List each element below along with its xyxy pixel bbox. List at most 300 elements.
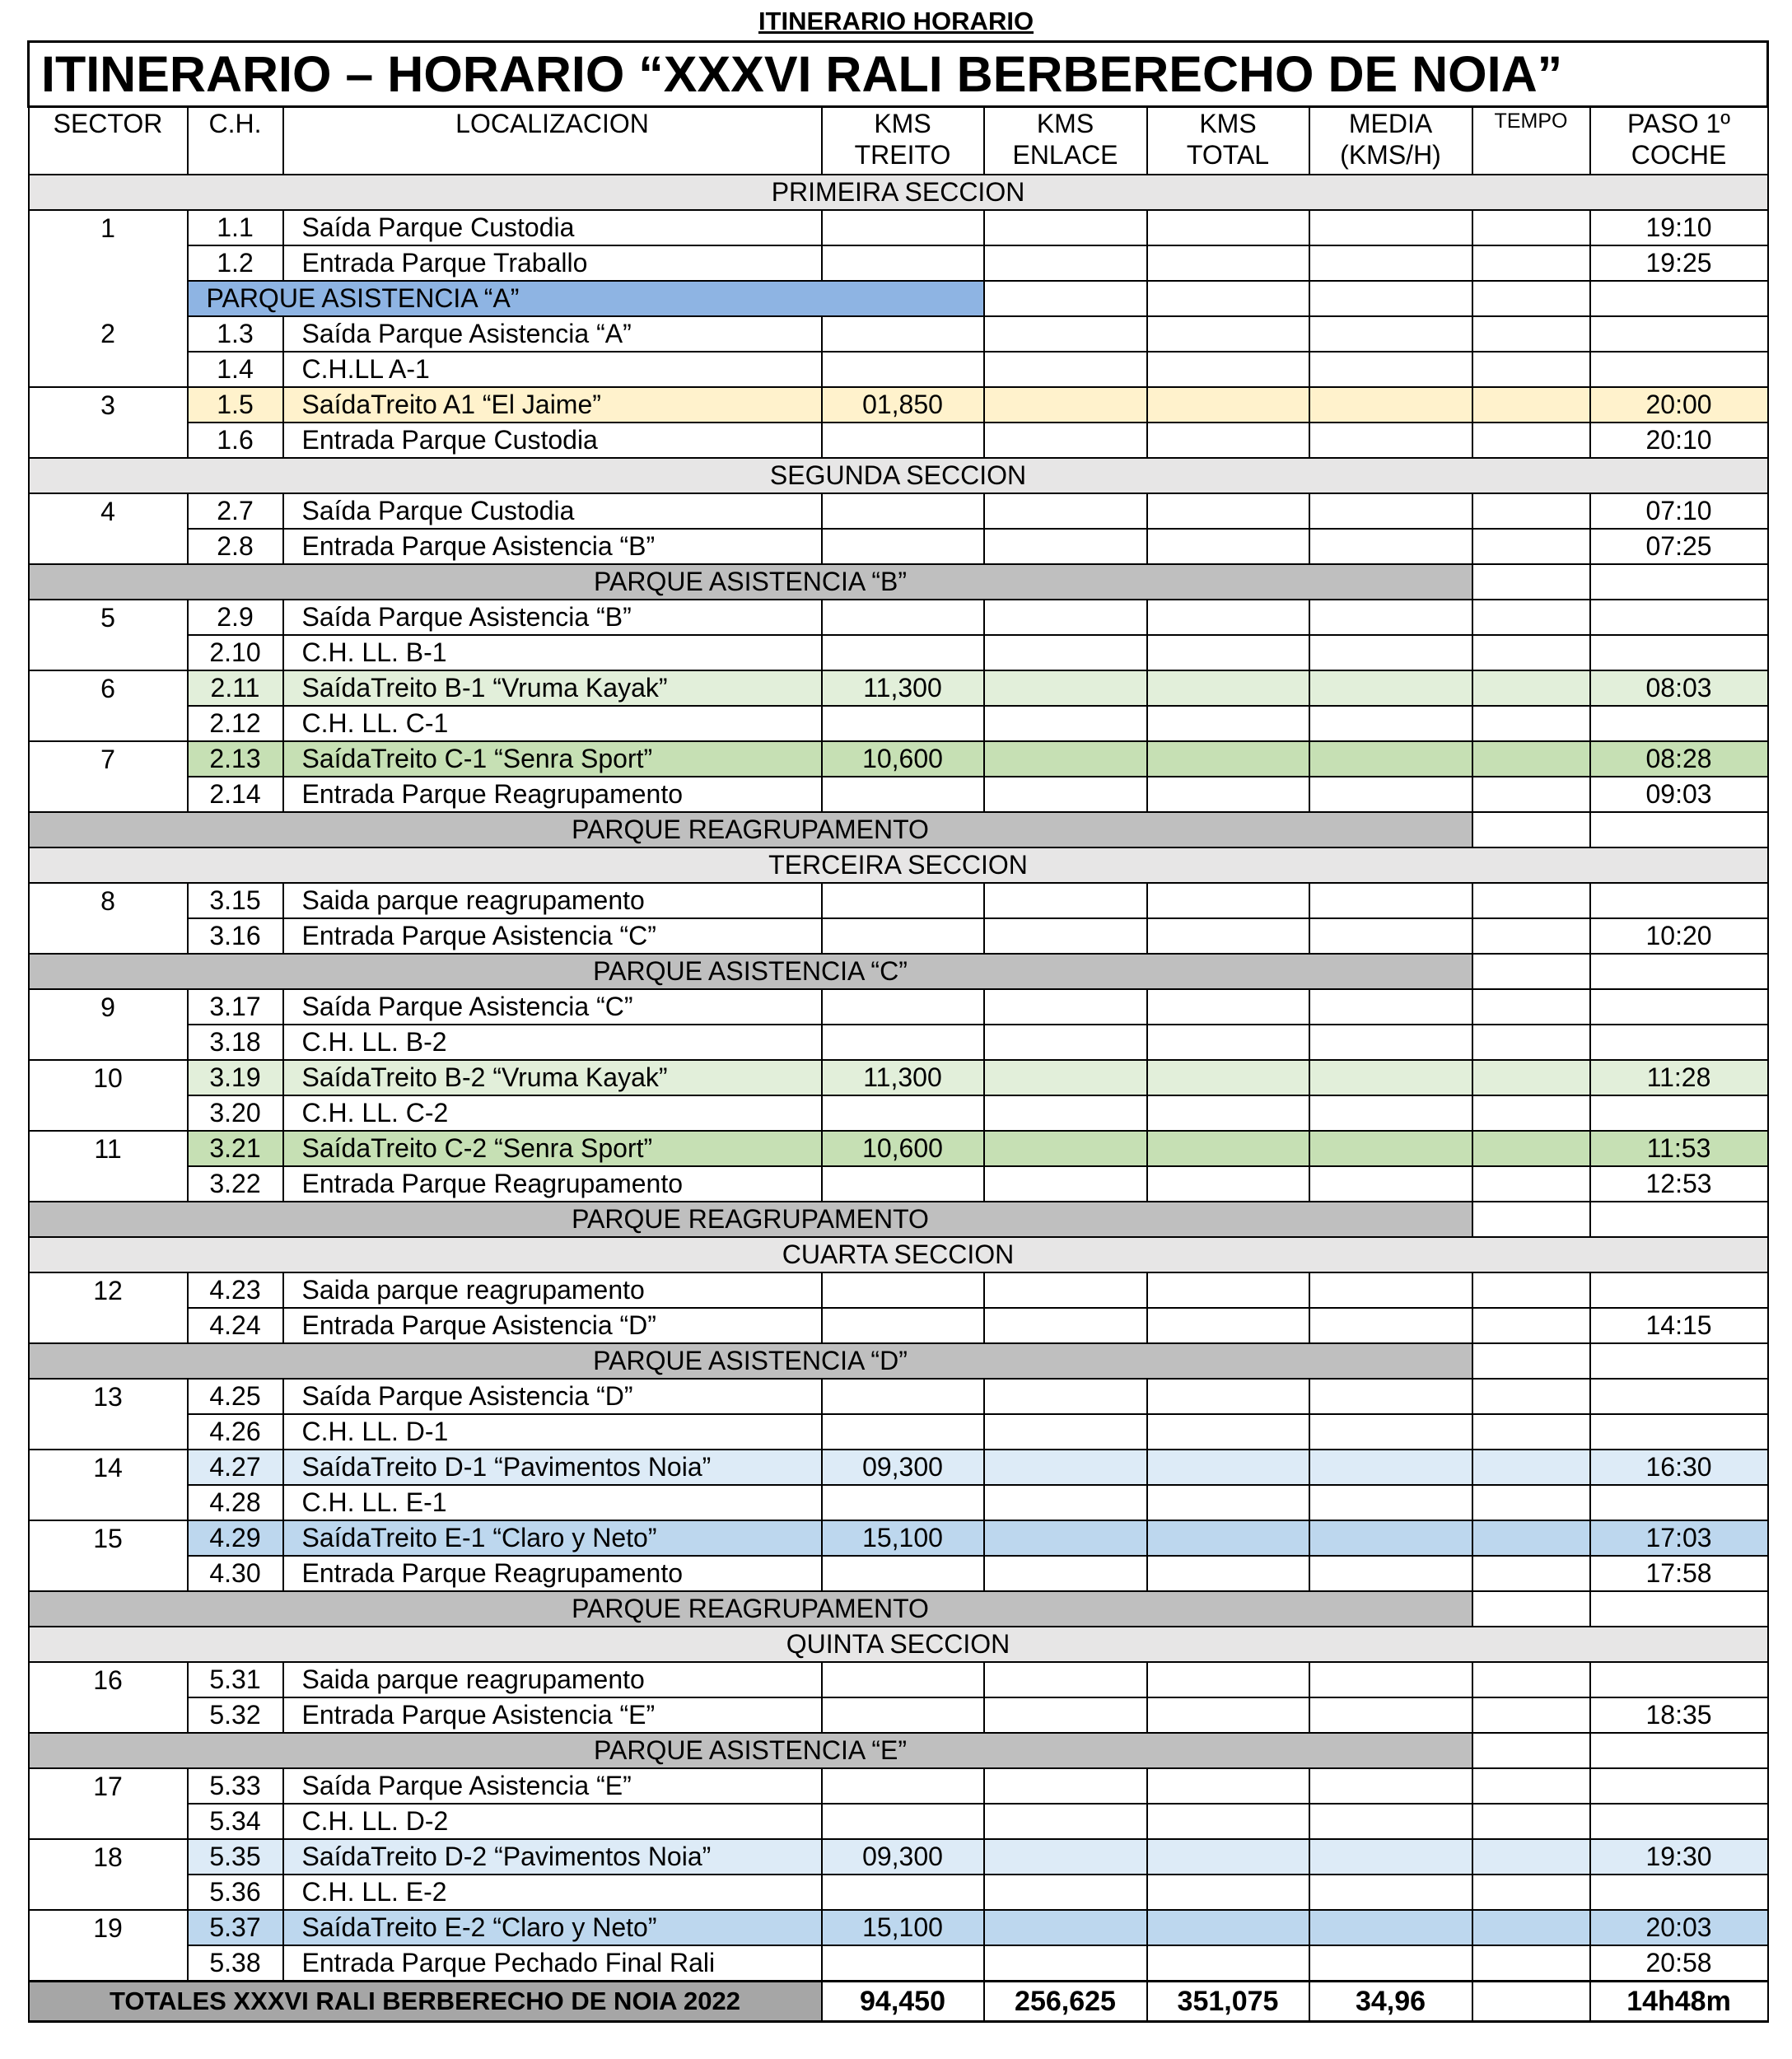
kms-total-cell: [1147, 1556, 1309, 1591]
kms-treito-cell: 15,100: [822, 1520, 984, 1556]
kms-treito-cell: [822, 245, 984, 281]
header-ch: C.H.: [188, 107, 283, 175]
tempo-cell: [1472, 1768, 1590, 1804]
section-row: [29, 175, 1768, 210]
sector-cell: [29, 1308, 188, 1343]
sector-cell: 13: [29, 1379, 188, 1414]
localizacion-cell: SaídaTreito C-1 “Senra Sport”: [283, 741, 822, 777]
ch-cell: 3.20: [188, 1095, 283, 1131]
tempo-cell: [1472, 777, 1590, 812]
localizacion-cell: Saida parque reagrupamento: [283, 1272, 822, 1308]
kms-total-cell: [1147, 1272, 1309, 1308]
kms-enlace-cell: [984, 600, 1147, 635]
paso-cell: 07:10: [1590, 493, 1768, 529]
ch-cell: 3.22: [188, 1166, 283, 1202]
header-kms-total: KMS TOTAL: [1147, 107, 1309, 175]
parque-label: PARQUE REAGRUPAMENTO: [29, 1591, 1472, 1627]
kms-total-cell: [1147, 1485, 1309, 1520]
paso-cell: [1590, 1485, 1768, 1520]
kms-treito-cell: [822, 1804, 984, 1839]
media-cell: [1309, 1697, 1472, 1733]
paso-cell: [1590, 1272, 1768, 1308]
localizacion-cell: SaídaTreito D-1 “Pavimentos Noia”: [283, 1450, 822, 1485]
media-cell: [1309, 1485, 1472, 1520]
ch-cell: 3.19: [188, 1060, 283, 1095]
kms-total-cell: [1147, 1379, 1309, 1414]
section-title: CUARTA SECCION: [29, 1237, 1768, 1272]
section-row: [29, 847, 1768, 883]
paso-cell: [1590, 1804, 1768, 1839]
table-row: [29, 1875, 1768, 1910]
parque-row: [29, 1202, 1768, 1237]
localizacion-cell: Saida parque reagrupamento: [283, 1662, 822, 1697]
kms-treito-cell: [822, 635, 984, 670]
sector-cell: 1: [29, 210, 188, 245]
kms-treito-cell: [822, 918, 984, 954]
media-cell: [1309, 1025, 1472, 1060]
tempo-cell: [1472, 1202, 1590, 1237]
kms-enlace-cell: [984, 1025, 1147, 1060]
kms-total-cell: [1147, 1662, 1309, 1697]
section-row: [29, 1627, 1768, 1662]
kms-enlace-cell: [984, 1768, 1147, 1804]
localizacion-cell: Saída Parque Asistencia “C”: [283, 989, 822, 1025]
kms-total-cell: [1147, 989, 1309, 1025]
header-localizacion: LOCALIZACION: [283, 107, 822, 175]
paso-cell: [1590, 635, 1768, 670]
ch-cell: 2.10: [188, 635, 283, 670]
kms-enlace-cell: [984, 316, 1147, 352]
tempo-cell: [1472, 493, 1590, 529]
localizacion-cell: Entrada Parque Asistencia “D”: [283, 1308, 822, 1343]
kms-treito-cell: 11,300: [822, 1060, 984, 1095]
parque-label: PARQUE ASISTENCIA “D”: [29, 1343, 1472, 1379]
tempo-cell: [1472, 316, 1590, 352]
header-kms-enlace: KMS ENLACE: [984, 107, 1147, 175]
localizacion-cell: C.H. LL. D-1: [283, 1414, 822, 1450]
media-cell: [1309, 1804, 1472, 1839]
ch-cell: 5.36: [188, 1875, 283, 1910]
kms-enlace-cell: [984, 529, 1147, 564]
kms-total-cell: [1147, 777, 1309, 812]
media-cell: [1309, 1910, 1472, 1945]
ch-cell: 4.28: [188, 1485, 283, 1520]
media-cell: [1309, 387, 1472, 423]
sector-cell: [29, 1804, 188, 1839]
kms-enlace-cell: [984, 670, 1147, 706]
sector-cell: [29, 706, 188, 741]
paso-cell: [1590, 1591, 1768, 1627]
table-row: [29, 741, 1768, 777]
total-kms-enlace: 256,625: [984, 1982, 1147, 2022]
kms-treito-cell: [822, 1662, 984, 1697]
table-row: [29, 423, 1768, 458]
paso-cell: 12:53: [1590, 1166, 1768, 1202]
table-row: [29, 1910, 1768, 1945]
paso-cell: 07:25: [1590, 529, 1768, 564]
kms-treito-cell: 15,100: [822, 1910, 984, 1945]
tempo-cell: [1472, 1414, 1590, 1450]
section-title: SEGUNDA SECCION: [29, 458, 1768, 493]
kms-enlace-cell: [984, 1804, 1147, 1839]
kms-enlace-cell: [984, 352, 1147, 387]
paso-cell: [1590, 1733, 1768, 1768]
paso-cell: [1590, 812, 1768, 847]
tempo-cell: [1472, 1839, 1590, 1875]
tempo-cell: [1472, 1343, 1590, 1379]
table-row: [29, 1166, 1768, 1202]
ch-cell: 2.12: [188, 706, 283, 741]
table-row: [29, 316, 1768, 352]
tempo-cell: [1472, 529, 1590, 564]
sector-cell: [29, 1485, 188, 1520]
table-row: [29, 245, 1768, 281]
table-row: [29, 1025, 1768, 1060]
media-cell: [1309, 529, 1472, 564]
kms-total-cell: [1147, 1875, 1309, 1910]
ch-cell: 5.32: [188, 1697, 283, 1733]
sector-cell: [29, 1697, 188, 1733]
tempo-cell: [1472, 1166, 1590, 1202]
localizacion-cell: SaídaTreito B-1 “Vruma Kayak”: [283, 670, 822, 706]
sector-cell: 12: [29, 1272, 188, 1308]
table-row: [29, 1379, 1768, 1414]
parque-label: PARQUE ASISTENCIA “C”: [29, 954, 1472, 989]
tempo-cell: [1472, 1910, 1590, 1945]
media-cell: [1309, 918, 1472, 954]
localizacion-cell: SaídaTreito B-2 “Vruma Kayak”: [283, 1060, 822, 1095]
localizacion-cell: SaídaTreito E-2 “Claro y Neto”: [283, 1910, 822, 1945]
kms-enlace-cell: [984, 1875, 1147, 1910]
section-title: QUINTA SECCION: [29, 1627, 1768, 1662]
media-cell: [1309, 741, 1472, 777]
table-row: [29, 1131, 1768, 1166]
kms-enlace-cell: [984, 989, 1147, 1025]
sector-cell: 17: [29, 1768, 188, 1804]
tempo-cell: [1472, 706, 1590, 741]
parque-row: [29, 1591, 1768, 1627]
ch-cell: 4.26: [188, 1414, 283, 1450]
paso-cell: 17:58: [1590, 1556, 1768, 1591]
media-cell: [1309, 423, 1472, 458]
kms-treito-cell: [822, 777, 984, 812]
tempo-cell: [1472, 1485, 1590, 1520]
kms-treito-cell: [822, 352, 984, 387]
sector-cell: 16: [29, 1662, 188, 1697]
media-cell: [1309, 706, 1472, 741]
table-row: [29, 1272, 1768, 1308]
kms-enlace-cell: [984, 1697, 1147, 1733]
tempo-cell: [1472, 989, 1590, 1025]
localizacion-cell: SaídaTreito D-2 “Pavimentos Noia”: [283, 1839, 822, 1875]
kms-treito-cell: 10,600: [822, 741, 984, 777]
totals-row: [29, 1982, 1768, 2022]
sector-cell: 10: [29, 1060, 188, 1095]
paso-cell: 19:25: [1590, 245, 1768, 281]
ch-cell: 3.17: [188, 989, 283, 1025]
localizacion-cell: Entrada Parque Traballo: [283, 245, 822, 281]
media-cell: [1309, 1131, 1472, 1166]
parque-row: [29, 1343, 1768, 1379]
tempo-cell: [1472, 1131, 1590, 1166]
paso-cell: [1590, 1202, 1768, 1237]
parque-row: [29, 1733, 1768, 1768]
sector-cell: 11: [29, 1131, 188, 1166]
localizacion-cell: Entrada Parque Reagrupamento: [283, 1556, 822, 1591]
tempo-cell: [1472, 741, 1590, 777]
localizacion-cell: Saída Parque Asistencia “D”: [283, 1379, 822, 1414]
sector-cell: 14: [29, 1450, 188, 1485]
kms-total-cell: [1147, 883, 1309, 918]
kms-total-cell: [1147, 1414, 1309, 1450]
paso-cell: 10:20: [1590, 918, 1768, 954]
parque-label: PARQUE ASISTENCIA “B”: [29, 564, 1472, 600]
ch-cell: 2.7: [188, 493, 283, 529]
tempo-cell: [1472, 670, 1590, 706]
localizacion-cell: C.H. LL. B-2: [283, 1025, 822, 1060]
paso-cell: [1590, 1662, 1768, 1697]
kms-treito-cell: [822, 1272, 984, 1308]
media-cell: [1309, 1875, 1472, 1910]
paso-cell: [1590, 600, 1768, 635]
ch-cell: 5.35: [188, 1839, 283, 1875]
kms-enlace-cell: [984, 245, 1147, 281]
kms-total-cell: [1147, 1910, 1309, 1945]
media-cell: [1309, 1945, 1472, 1982]
tempo-cell: [1472, 1025, 1590, 1060]
kms-treito-cell: [822, 316, 984, 352]
tempo-cell: [1472, 1556, 1590, 1591]
header-media: MEDIA (KMS/H): [1309, 107, 1472, 175]
kms-treito-cell: [822, 1414, 984, 1450]
kms-enlace-cell: [984, 1662, 1147, 1697]
tempo-cell: [1472, 1945, 1590, 1982]
tempo-cell: [1472, 1591, 1590, 1627]
tempo-cell: [1472, 600, 1590, 635]
kms-treito-cell: 09,300: [822, 1839, 984, 1875]
parque-label: PARQUE REAGRUPAMENTO: [29, 1202, 1472, 1237]
media-cell: [1309, 1308, 1472, 1343]
kms-total-cell: [1147, 1697, 1309, 1733]
kms-enlace-cell: [984, 1839, 1147, 1875]
kms-enlace-cell: [984, 777, 1147, 812]
tempo-cell: [1472, 423, 1590, 458]
media-cell: [1309, 670, 1472, 706]
table-row: [29, 387, 1768, 423]
localizacion-cell: Saída Parque Asistencia “A”: [283, 316, 822, 352]
kms-enlace-cell: [984, 635, 1147, 670]
ch-cell: 4.27: [188, 1450, 283, 1485]
table-row: [29, 1485, 1768, 1520]
total-paso: 14h48m: [1590, 1982, 1768, 2022]
localizacion-cell: C.H. LL. D-2: [283, 1804, 822, 1839]
ch-cell: 4.29: [188, 1520, 283, 1556]
kms-treito-cell: [822, 706, 984, 741]
media-cell: [1309, 1272, 1472, 1308]
kms-total-cell: [1147, 670, 1309, 706]
kms-treito-cell: [822, 423, 984, 458]
kms-enlace-cell: [984, 1414, 1147, 1450]
kms-enlace-cell: [984, 493, 1147, 529]
sector-cell: [29, 529, 188, 564]
kms-enlace-cell: [984, 918, 1147, 954]
sector-cell: [29, 1025, 188, 1060]
media-cell: [1309, 1166, 1472, 1202]
paso-cell: [1590, 352, 1768, 387]
localizacion-cell: Entrada Parque Reagrupamento: [283, 1166, 822, 1202]
header-kms-treito: KMS TREITO: [822, 107, 984, 175]
media-cell: [1309, 635, 1472, 670]
empty-cell: [1590, 281, 1768, 316]
ch-cell: 5.38: [188, 1945, 283, 1982]
paso-cell: [1590, 883, 1768, 918]
ch-cell: 2.8: [188, 529, 283, 564]
tempo-cell: [1472, 1804, 1590, 1839]
table-row: [29, 1520, 1768, 1556]
ch-cell: 5.34: [188, 1804, 283, 1839]
sector-cell: [29, 352, 188, 387]
ch-cell: 5.31: [188, 1662, 283, 1697]
tempo-cell: [1472, 883, 1590, 918]
kms-treito-cell: 10,600: [822, 1131, 984, 1166]
kms-total-cell: [1147, 1945, 1309, 1982]
empty-cell: [984, 281, 1147, 316]
table-row: [29, 1768, 1768, 1804]
tempo-cell: [1472, 812, 1590, 847]
ch-cell: 1.3: [188, 316, 283, 352]
paso-cell: 20:10: [1590, 423, 1768, 458]
kms-treito-cell: [822, 1697, 984, 1733]
tempo-cell: [1472, 1095, 1590, 1131]
parque-label: PARQUE REAGRUPAMENTO: [29, 812, 1472, 847]
localizacion-cell: C.H. LL. C-1: [283, 706, 822, 741]
parque-label: PARQUE ASISTENCIA “A”: [188, 281, 984, 316]
media-cell: [1309, 1414, 1472, 1450]
kms-enlace-cell: [984, 1556, 1147, 1591]
kms-total-cell: [1147, 387, 1309, 423]
total-tempo: [1472, 1982, 1590, 2022]
tempo-cell: [1472, 1662, 1590, 1697]
paso-cell: [1590, 564, 1768, 600]
kms-enlace-cell: [984, 1945, 1147, 1982]
media-cell: [1309, 1662, 1472, 1697]
kms-enlace-cell: [984, 1450, 1147, 1485]
sector-cell: 5: [29, 600, 188, 635]
table-row: [29, 529, 1768, 564]
ch-cell: 1.1: [188, 210, 283, 245]
header-tempo: TEMPO: [1472, 107, 1590, 175]
kms-enlace-cell: [984, 1308, 1147, 1343]
kms-enlace-cell: [984, 1520, 1147, 1556]
ch-cell: 1.5: [188, 387, 283, 423]
media-cell: [1309, 1450, 1472, 1485]
ch-cell: 1.2: [188, 245, 283, 281]
kms-treito-cell: [822, 1025, 984, 1060]
table-row: [29, 1308, 1768, 1343]
kms-total-cell: [1147, 1025, 1309, 1060]
kms-enlace-cell: [984, 1095, 1147, 1131]
table-row: [29, 1662, 1768, 1697]
ch-cell: 2.9: [188, 600, 283, 635]
kms-total-cell: [1147, 1520, 1309, 1556]
paso-cell: [1590, 1343, 1768, 1379]
paso-cell: 09:03: [1590, 777, 1768, 812]
media-cell: [1309, 1060, 1472, 1095]
kms-treito-cell: [822, 493, 984, 529]
kms-total-cell: [1147, 1768, 1309, 1804]
ch-cell: 4.24: [188, 1308, 283, 1343]
table-row: [29, 1414, 1768, 1450]
localizacion-cell: Saída Parque Custodia: [283, 493, 822, 529]
sector-cell: [29, 1875, 188, 1910]
table-row: [29, 1945, 1768, 1982]
total-kms-treito: 94,450: [822, 1982, 984, 2022]
tempo-cell: [1472, 352, 1590, 387]
table-row: [29, 777, 1768, 812]
header-sector: SECTOR: [29, 107, 188, 175]
table-row: [29, 1095, 1768, 1131]
media-cell: [1309, 245, 1472, 281]
tempo-cell: [1472, 954, 1590, 989]
kms-enlace-cell: [984, 423, 1147, 458]
media-cell: [1309, 1839, 1472, 1875]
kms-treito-cell: 01,850: [822, 387, 984, 423]
paso-cell: 20:58: [1590, 1945, 1768, 1982]
empty-cell: [1472, 281, 1590, 316]
table-row: [29, 989, 1768, 1025]
tempo-cell: [1472, 564, 1590, 600]
sector-cell: 19: [29, 1910, 188, 1945]
tempo-cell: [1472, 1308, 1590, 1343]
sector-cell: [29, 1095, 188, 1131]
localizacion-cell: SaídaTreito C-2 “Senra Sport”: [283, 1131, 822, 1166]
paso-cell: 20:03: [1590, 1910, 1768, 1945]
paso-cell: [1590, 954, 1768, 989]
paso-cell: [1590, 316, 1768, 352]
table-row: [29, 1804, 1768, 1839]
localizacion-cell: Entrada Parque Custodia: [283, 423, 822, 458]
localizacion-cell: Entrada Parque Asistencia “C”: [283, 918, 822, 954]
media-cell: [1309, 316, 1472, 352]
empty-cell: [1309, 281, 1472, 316]
tempo-cell: [1472, 1697, 1590, 1733]
ch-cell: 4.30: [188, 1556, 283, 1591]
localizacion-cell: C.H.LL A-1: [283, 352, 822, 387]
kms-treito-cell: [822, 600, 984, 635]
kms-total-cell: [1147, 529, 1309, 564]
sector-cell: 4: [29, 493, 188, 529]
kms-enlace-cell: [984, 1272, 1147, 1308]
totals-label: TOTALES XXXVI RALI BERBERECHO DE NOIA 2022: [29, 1982, 822, 2022]
localizacion-cell: C.H. LL. C-2: [283, 1095, 822, 1131]
table-row: [29, 883, 1768, 918]
tempo-cell: [1472, 1520, 1590, 1556]
media-cell: [1309, 1768, 1472, 1804]
tempo-cell: [1472, 1272, 1590, 1308]
table-row: [29, 1556, 1768, 1591]
sector-cell: 18: [29, 1839, 188, 1875]
kms-enlace-cell: [984, 1131, 1147, 1166]
paso-cell: 20:00: [1590, 387, 1768, 423]
paso-cell: 17:03: [1590, 1520, 1768, 1556]
paso-cell: 19:30: [1590, 1839, 1768, 1875]
sector-cell: 8: [29, 883, 188, 918]
kms-treito-cell: [822, 1556, 984, 1591]
total-media: 34,96: [1309, 1982, 1472, 2022]
kms-total-cell: [1147, 918, 1309, 954]
paso-cell: [1590, 989, 1768, 1025]
sector-cell: [29, 635, 188, 670]
